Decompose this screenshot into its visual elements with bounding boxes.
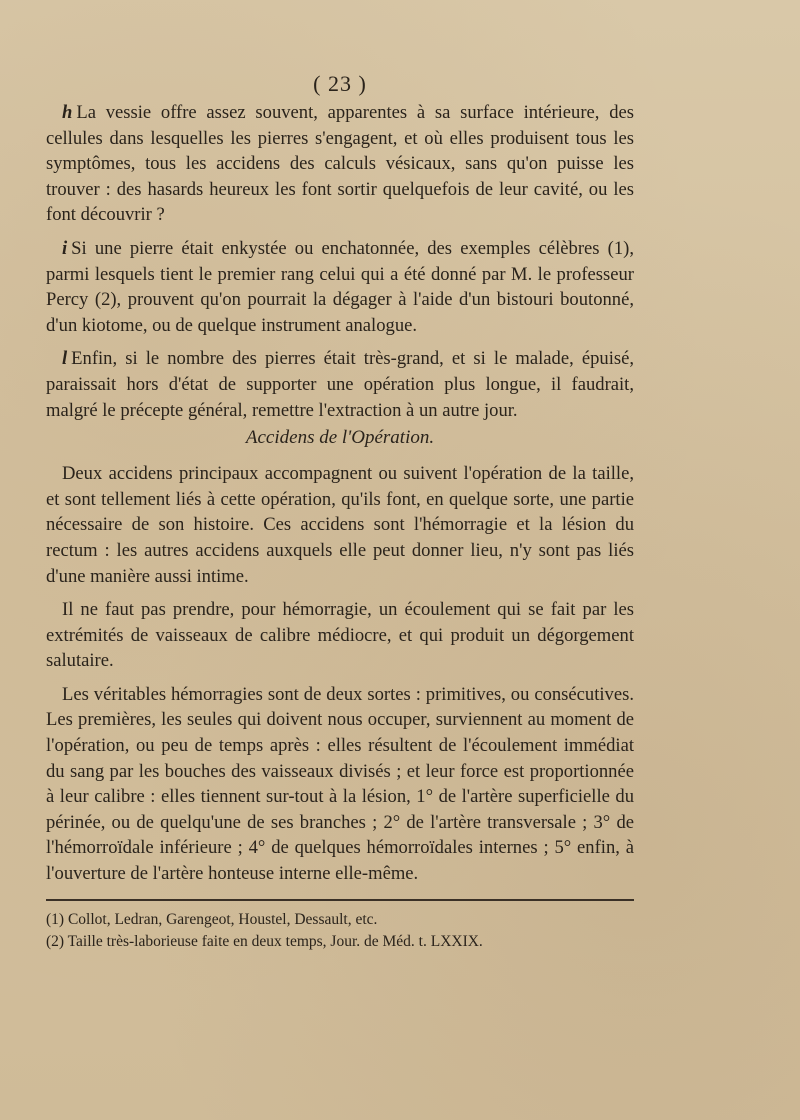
footnote-2: (2) Taille très-laborieuse faite en deux temps, Jour. de Méd. t. LXXIX. [46, 932, 483, 950]
body-paragraph-3: Les véritables hémorragies sont de deux sortes : primitives, ou consécutives. Les premières, les seules qui doivent nous occuper, surviennent au moment de l'opération, ou peu de temps après : elles résultent de l'écoulement immédiat du sang par les bouches des vaisseaux divisés ; et leur force est proportionnée à leur calibre : elles tiennent sur-tout à la lésion, 1° de l'artère superficielle du périnée, ou de quelqu'une de ses branches ; 2° de l'artère transversale ; 3° de l'hémorroïdale inférieure ; 4° de quelques hémorroïdales internes ; 5° enfin, à l'ouverture de l'artère honteuse interne elle-même. [46, 683, 634, 885]
page-number: ( 23 ) [313, 71, 367, 96]
paragraph-h [46, 100, 634, 228]
body-paragraph-2: Il ne faut pas prendre, pour hémorragie, un écoulement qui se fait par les extrémités de vaisseaux de calibre médiocre, et qui produit un dégorgement salutaire. [46, 599, 634, 672]
paragraph-l [46, 346, 634, 423]
paragraph-marker-l: l [62, 348, 68, 370]
paragraph-h-text: La vessie offre assez souvent, apparentes à sa surface intérieure, des cellules dans lesquelles les pierres s'engagent, et où elles produisent tous les symptômes, tous les accidens des calculs vésicaux, sans qu'on puisse les trouver : des hasards heureux les font sortir quelquefois de leur cavité, ou les font découvrir ? [46, 102, 634, 226]
document-page [46, 70, 634, 1110]
paragraph-marker-i: i [62, 237, 68, 259]
footnote-divider [46, 899, 634, 901]
paragraph-l-text: Enfin, si le nombre des pierres était très-grand, et si le malade, épuisé, paraissait hors d'état de supporter une opération plus longue, il faudrait, malgré le précepte général, remettre l'extraction à un autre jour. [46, 348, 634, 421]
body-paragraph-1: Deux accidens principaux accompagnent ou suivent l'opération de la taille, et sont tellement liés à cette opération, qu'ils font, en quelque sorte, une partie nécessaire de son histoire. Ces accidens sont l'hémorragie et la lésion du rectum : les autres accidens auxquels elle peut donner lieu, n'y sont pas liés d'une manière aussi intime. [46, 463, 634, 587]
paragraph-i-text: Si une pierre était enkystée ou enchatonnée, des exemples célèbres (1), parmi lesquels tient le premier rang celui qui a été donné par M. le professeur Percy (2), prouvent qu'on pourrait la dégager à l'aide d'un bistouri boutonné, d'un kiotome, ou de quelque instrument analogue. [46, 237, 634, 336]
paragraph-marker-h: h [62, 102, 73, 123]
paragraph-i [46, 236, 634, 338]
footnote-1: (1) Collot, Ledran, Garengeot, Houstel, Dessault, etc. [46, 910, 378, 928]
section-heading: Accidens de l'Opération. [245, 427, 435, 449]
